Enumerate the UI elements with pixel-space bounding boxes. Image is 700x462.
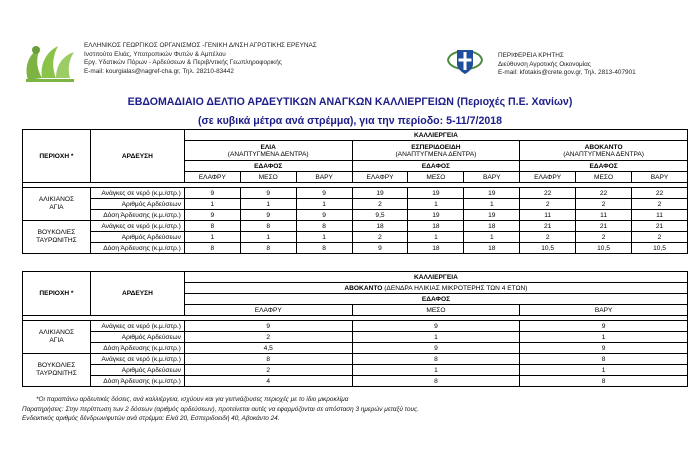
value-cell: 1 — [520, 332, 688, 343]
row-label: Δόση Άρδευσης (κ.μ./στρ.) — [90, 210, 184, 221]
gov-line-1: ΠΕΡΙΦΕΡΕΙΑ ΚΡΗΤΗΣ — [498, 52, 564, 59]
soil-light: ΕΛΑΦΡΥ — [184, 305, 352, 316]
footnote-3: Ενδεικτικός αριθμός δένδρων/φυτών ανά στρέμμα: Ελιά 20, Εσπεριδοειδή 40, Αβοκάντο 24. — [22, 415, 280, 422]
value-cell: 1 — [296, 199, 352, 210]
org-text — [84, 42, 317, 76]
value-cell: 9 — [240, 188, 296, 199]
value-cell: 18 — [464, 243, 520, 254]
value-cell: 9 — [296, 188, 352, 199]
value-cell: 2 — [352, 199, 408, 210]
table-row — [23, 232, 688, 243]
col-irrigation-header: ΑΡΔΕΥΣΗ — [90, 272, 184, 316]
row-label: Αριθμός Αρδεύσεων — [90, 199, 184, 210]
soil-heavy: ΒΑΡΥ — [464, 172, 520, 183]
value-cell: 9 — [240, 210, 296, 221]
value-cell: 8 — [520, 354, 688, 365]
value-cell: 9 — [352, 321, 520, 332]
value-cell: 2 — [632, 232, 688, 243]
header-right — [440, 38, 690, 86]
soil-header: ΕΔΑΦΟΣ — [520, 161, 688, 172]
region-cell: ΑΛΙΚΙΑΝΟΣ ΑΓΙΑ — [23, 188, 91, 221]
value-cell: 1 — [184, 199, 240, 210]
value-cell: 9 — [520, 343, 688, 354]
value-cell: 8 — [352, 354, 520, 365]
region-cell: ΒΟΥΚΟΛΙΕΣ ΤΑΥΡΩΝΙΤΗΣ — [23, 354, 91, 387]
value-cell: 22 — [576, 188, 632, 199]
soil-header: ΕΔΑΦΟΣ — [184, 161, 352, 172]
value-cell: 1 — [408, 232, 464, 243]
value-cell: 8 — [184, 221, 240, 232]
crops-header: ΚΑΛΛΙΕΡΓΕΙΑ — [184, 272, 687, 283]
org-line-1: ΕΛΛΗΝΙΚΟΣ ΓΕΩΡΓΙΚΟΣ ΟΡΓΑΝΙΣΜΟΣ -ΓΕΝΙΚΗ Δ/ΝΣΗ ΑΓΡΟΤΙΚΗΣ ΕΡΕΥΝΑΣ — [84, 42, 317, 49]
table-row — [23, 365, 688, 376]
soil-heavy: ΒΑΡΥ — [520, 305, 688, 316]
soil-header: ΕΔΑΦΟΣ — [352, 161, 520, 172]
col-area-header: ΠΕΡΙΟΧΗ * — [23, 130, 91, 183]
value-cell: 1 — [240, 232, 296, 243]
value-cell: 9 — [296, 210, 352, 221]
table-row — [23, 243, 688, 254]
value-cell: 1 — [352, 332, 520, 343]
soil-heavy: ΒΑΡΥ — [296, 172, 352, 183]
value-cell: 1 — [296, 232, 352, 243]
value-cell: 18 — [408, 243, 464, 254]
gov-line-2: Διεύθυνση Αγροτικής Οικονομίας — [498, 60, 591, 68]
footnotes — [22, 395, 419, 424]
row-label: Ανάγκες σε νερό (κ.μ./στρ.) — [90, 321, 184, 332]
col-irrigation-header: ΑΡΔΕΥΣΗ — [90, 130, 184, 183]
value-cell: 8 — [184, 354, 352, 365]
value-cell: 8 — [240, 243, 296, 254]
soil-medium: ΜΕΣΟ — [352, 305, 520, 316]
bulletin-title: ΕΒΔΟΜΑΔΙΑΙΟ ΔΕΛΤΙΟ ΑΡΔΕΥΤΙΚΩΝ ΑΝΑΓΚΩΝ ΚΑΛΛΙΕΡΓΕΙΩΝ (Περιοχές Π.Ε. Χανίων) — [127, 96, 573, 108]
mature-trees-table — [22, 129, 688, 254]
value-cell: 10,5 — [632, 243, 688, 254]
soil-heavy: ΒΑΡΥ — [632, 172, 688, 183]
value-cell: 18 — [352, 221, 408, 232]
value-cell: 4,5 — [184, 343, 352, 354]
table-row — [23, 332, 688, 343]
row-label: Ανάγκες σε νερό (κ.μ./στρ.) — [90, 354, 184, 365]
value-cell: 2 — [184, 332, 352, 343]
value-cell: 9 — [520, 321, 688, 332]
young-avocado-table — [22, 271, 688, 387]
row-label: Δόση Άρδευσης (κ.μ./στρ.) — [90, 343, 184, 354]
value-cell: 22 — [632, 188, 688, 199]
crop-avocado-header: ΑΒΟΚΑΝΤΟ (ΑΝΑΠΤΥΓΜΕΝΑ ΔΕΝΤΡΑ) — [520, 141, 688, 161]
value-cell: 11 — [576, 210, 632, 221]
org-line-4: E-mail: kourgialas@nagref-cha.gr, Τηλ. 28210-83442 — [84, 67, 234, 75]
value-cell: 8 — [296, 243, 352, 254]
value-cell: 2 — [520, 199, 576, 210]
value-cell: 11 — [632, 210, 688, 221]
crop-olive-header: ΕΛΙΑ (ΑΝΑΠΤΥΓΜΕΝΑ ΔΕΝΤΡΑ) — [184, 141, 352, 161]
value-cell: 21 — [576, 221, 632, 232]
gov-text — [498, 52, 636, 78]
soil-medium: ΜΕΣΟ — [408, 172, 464, 183]
value-cell: 9 — [184, 188, 240, 199]
value-cell: 10,5 — [576, 243, 632, 254]
elgo-logo — [22, 40, 78, 84]
table-row — [23, 221, 688, 232]
value-cell: 21 — [632, 221, 688, 232]
row-label: Αριθμός Αρδεύσεων — [90, 365, 184, 376]
table-row — [23, 188, 688, 199]
value-cell: 9 — [352, 343, 520, 354]
value-cell: 19 — [408, 210, 464, 221]
crops-header: ΚΑΛΛΙΕΡΓΕΙΑ — [184, 130, 687, 141]
row-label: Ανάγκες σε νερό (κ.μ./στρ.) — [90, 221, 184, 232]
value-cell: 22 — [520, 188, 576, 199]
crop-young-avocado-header: ΑΒΟΚΑΝΤΟ (ΔΕΝΔΡΑ ΗΛΙΚΙΑΣ ΜΙΚΡΟΤΕΡΗΣ ΤΩΝ 4 ΕΤΩΝ) — [184, 283, 687, 294]
header-left — [22, 38, 322, 86]
footnote-2: Παρατηρήσεις: Στην περίπτωση των 2 δόσεων (αριθμός αρδεύσεων), προτείνεται αυτές να εφαρμόζονται σε απόσταση 3 ημερών μεταξύ τους. — [22, 405, 419, 413]
value-cell: 10,5 — [520, 243, 576, 254]
value-cell: 19 — [464, 188, 520, 199]
value-cell: 9 — [184, 321, 352, 332]
region-cell: ΒΟΥΚΟΛΙΕΣ ΤΑΥΡΩΝΙΤΗΣ — [23, 221, 91, 254]
value-cell: 1 — [240, 199, 296, 210]
value-cell: 19 — [464, 210, 520, 221]
table-row — [23, 321, 688, 332]
value-cell: 1 — [184, 232, 240, 243]
value-cell: 2 — [576, 232, 632, 243]
col-area-header: ΠΕΡΙΟΧΗ * — [23, 272, 91, 316]
value-cell: 18 — [408, 221, 464, 232]
value-cell: 9 — [184, 210, 240, 221]
soil-medium: ΜΕΣΟ — [576, 172, 632, 183]
value-cell: 1 — [464, 232, 520, 243]
region-cell: ΑΛΙΚΙΑΝΟΣ ΑΓΙΑ — [23, 321, 91, 354]
row-label: Δόση Άρδευσης (κ.μ./στρ.) — [90, 376, 184, 387]
soil-light: ΕΛΑΦΡΥ — [520, 172, 576, 183]
value-cell: 4 — [184, 376, 352, 387]
value-cell: 21 — [520, 221, 576, 232]
value-cell: 8 — [296, 221, 352, 232]
value-cell: 2 — [352, 232, 408, 243]
value-cell: 1 — [520, 365, 688, 376]
value-cell: 2 — [576, 199, 632, 210]
row-label: Αριθμός Αρδεύσεων — [90, 332, 184, 343]
soil-header: ΕΔΑΦΟΣ — [184, 294, 687, 305]
value-cell: 8 — [520, 376, 688, 387]
footnote-1: *Οι παραπάνω αρδευτικές δόσεις, ανά καλλιέργεια, ισχύουν και για γειτνιάζουσες περιοχές με το ίδιο μικροκλίμα — [36, 396, 349, 403]
bulletin-subtitle: (σε κυβικά μέτρα ανά στρέμμα), για την περίοδο: 5-11/7/2018 — [197, 115, 503, 127]
value-cell: 2 — [184, 365, 352, 376]
value-cell: 1 — [352, 365, 520, 376]
row-label: Δόση Άρδευσης (κ.μ./στρ.) — [90, 243, 184, 254]
org-line-2: Ινστιτούτο Ελιάς, Υποτροπικών Φυτών & Αμπέλου — [84, 50, 226, 58]
table-row — [23, 354, 688, 365]
table-row — [23, 376, 688, 387]
value-cell: 8 — [184, 243, 240, 254]
greek-emblem — [440, 38, 490, 82]
row-label: Ανάγκες σε νερό (κ.μ./στρ.) — [90, 188, 184, 199]
value-cell: 9 — [352, 243, 408, 254]
table-row — [23, 199, 688, 210]
soil-medium: ΜΕΣΟ — [240, 172, 296, 183]
gov-line-3: E-mail: kfotakis@crete.gov.gr, Τηλ. 2813-407901 — [498, 69, 636, 77]
org-line-3: Εργ. Υδατικών Πόρων - Αρδεύσεων & Περιβ/ντικής Γεωπληροφορικής — [84, 59, 282, 67]
value-cell: 11 — [520, 210, 576, 221]
value-cell: 19 — [352, 188, 408, 199]
crop-citrus-header: ΕΣΠΕΡΙΔΟΕΙΔΗ (ΑΝΑΠΤΥΓΜΕΝΑ ΔΕΝΤΡΑ) — [352, 141, 520, 161]
soil-light: ΕΛΑΦΡΥ — [352, 172, 408, 183]
value-cell: 8 — [240, 221, 296, 232]
value-cell: 8 — [352, 376, 520, 387]
value-cell: 2 — [520, 232, 576, 243]
table-row — [23, 210, 688, 221]
value-cell: 1 — [408, 199, 464, 210]
value-cell: 9,5 — [352, 210, 408, 221]
table-row — [23, 343, 688, 354]
value-cell: 2 — [632, 199, 688, 210]
value-cell: 19 — [408, 188, 464, 199]
value-cell: 18 — [464, 221, 520, 232]
row-label: Αριθμός Αρδεύσεων — [90, 232, 184, 243]
value-cell: 1 — [464, 199, 520, 210]
soil-light: ΕΛΑΦΡΥ — [184, 172, 240, 183]
